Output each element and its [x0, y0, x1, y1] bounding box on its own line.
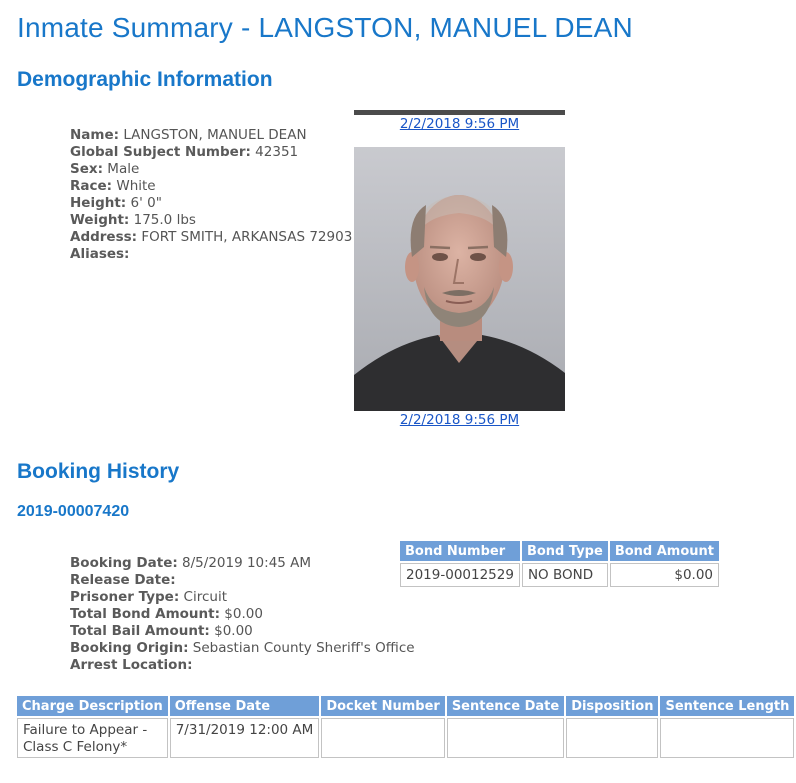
column-header-bond-amount: Bond Amount — [610, 541, 719, 561]
field-weight — [70, 212, 352, 229]
field-label: Name: — [70, 127, 120, 143]
field-name — [70, 127, 352, 144]
field-value: 6' 0" — [130, 195, 162, 211]
field-value: Male — [107, 161, 140, 177]
charge-description-cell: Failure to Appear - Class C Felony* — [17, 718, 168, 758]
field-prisoner-type — [70, 589, 415, 606]
column-header-disposition: Disposition — [566, 696, 658, 716]
bond-amount-cell: $0.00 — [610, 563, 719, 587]
bond-number-cell: 2019-00012529 — [400, 563, 520, 587]
field-label: Weight: — [70, 212, 130, 228]
field-label: Address: — [70, 229, 138, 245]
demographic-fields — [70, 127, 352, 263]
bond-table — [398, 539, 721, 589]
field-arrest-location — [70, 657, 415, 674]
table-row — [400, 563, 719, 587]
docket-number-cell — [321, 718, 445, 758]
disposition-cell — [566, 718, 658, 758]
field-booking-origin — [70, 640, 415, 657]
bond-type-cell: NO BOND — [522, 563, 608, 587]
field-sex — [70, 161, 352, 178]
mugshot-thumbnail-top[interactable] — [354, 110, 565, 115]
field-total-bail-amount — [70, 623, 415, 640]
field-race — [70, 178, 352, 195]
column-header-offense-date: Offense Date — [170, 696, 320, 716]
column-header-sentence-length: Sentence Length — [660, 696, 794, 716]
charge-table-header-row — [17, 696, 794, 716]
column-header-docket-number: Docket Number — [321, 696, 445, 716]
field-booking-date — [70, 555, 415, 572]
column-header-bond-number: Bond Number — [400, 541, 520, 561]
field-value: LANGSTON, MANUEL DEAN — [123, 127, 307, 143]
photo-date-link-1[interactable]: 2/2/2018 9:56 PM — [399, 116, 520, 132]
column-header-sentence-date: Sentence Date — [447, 696, 564, 716]
field-value: Circuit — [183, 589, 227, 605]
field-label: Prisoner Type: — [70, 589, 180, 605]
column-header-bond-type: Bond Type — [522, 541, 608, 561]
field-value: FORT SMITH, ARKANSAS 72903 — [141, 229, 353, 245]
field-label: Aliases: — [70, 246, 130, 262]
field-value: 42351 — [255, 144, 299, 160]
demographic-heading: Demographic Information — [17, 68, 273, 91]
field-label: Total Bail Amount: — [70, 623, 210, 639]
field-value: Sebastian County Sheriff's Office — [192, 640, 415, 656]
booking-fields — [70, 555, 415, 674]
sentence-date-cell — [447, 718, 564, 758]
field-value: $0.00 — [224, 606, 263, 622]
offense-date-cell: 7/31/2019 12:00 AM — [170, 718, 320, 758]
booking-number[interactable]: 2019-00007420 — [17, 503, 130, 520]
field-label: Total Bond Amount: — [70, 606, 220, 622]
bond-table-header-row — [400, 541, 719, 561]
field-value: 8/5/2019 10:45 AM — [182, 555, 312, 571]
field-aliases — [70, 246, 352, 263]
charge-table — [15, 694, 796, 760]
column-header-charge-description: Charge Description — [17, 696, 168, 716]
table-row — [17, 718, 794, 758]
field-label: Booking Origin: — [70, 640, 189, 656]
sentence-length-cell — [660, 718, 794, 758]
photo-date-link-2[interactable]: 2/2/2018 9:56 PM — [399, 412, 520, 428]
field-label: Release Date: — [70, 572, 176, 588]
field-label: Height: — [70, 195, 127, 211]
field-value: $0.00 — [214, 623, 253, 639]
field-label: Booking Date: — [70, 555, 178, 571]
page-title: Inmate Summary - LANGSTON, MANUEL DEAN — [17, 12, 633, 43]
field-label: Arrest Location: — [70, 657, 193, 673]
field-global-subject-number — [70, 144, 352, 161]
field-address — [70, 229, 352, 246]
field-height — [70, 195, 352, 212]
field-value: White — [116, 178, 156, 194]
field-value: 175.0 lbs — [133, 212, 196, 228]
field-release-date — [70, 572, 415, 589]
booking-history-heading: Booking History — [17, 460, 180, 483]
field-total-bond-amount — [70, 606, 415, 623]
mugshot-photo[interactable] — [354, 147, 565, 411]
field-label: Race: — [70, 178, 113, 194]
field-label: Sex: — [70, 161, 103, 177]
field-label: Global Subject Number: — [70, 144, 251, 160]
